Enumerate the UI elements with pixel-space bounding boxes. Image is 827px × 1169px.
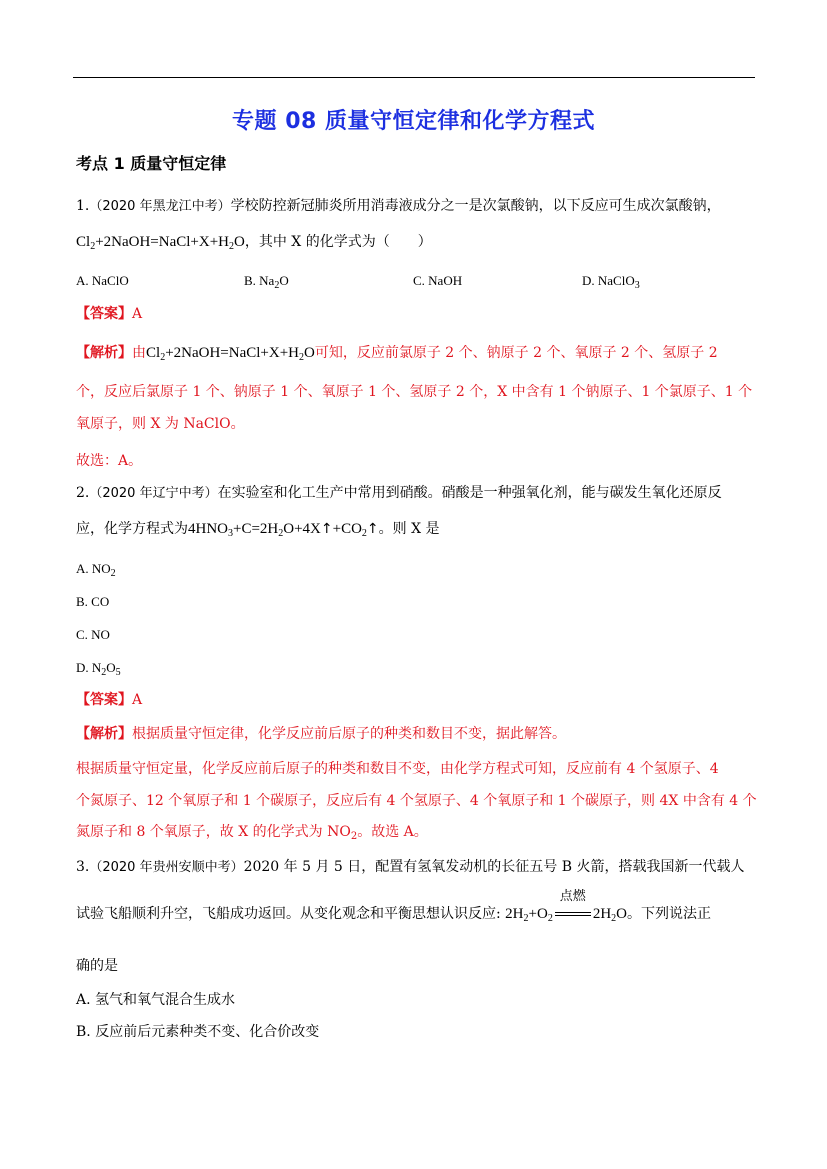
q2-analysis-2: 根据质量守恒定量，化学反应前后原子的种类和数目不变，由化学方程式可知，反应前有 4 个氢原子、4 bbox=[76, 761, 719, 777]
q1-analysis-1: 【解析】由$Cl_2+2NaOH=NaCl+X+H_2O$可知，反应前氯原子 2 个、钠原子 2 个、氧原子 2 个、氢原子 2 bbox=[76, 345, 718, 363]
q1-answer: 【答案】A bbox=[76, 306, 143, 322]
q3-reaction-line: 试验飞船顺利升空，飞船成功返回。从变化观念和平衡思想认识反应: $2H_2+O_2$ 点燃 $2H_2O$。下列说法正 bbox=[76, 889, 711, 924]
header-rule bbox=[73, 77, 755, 78]
page-title: 专题 08 质量守恒定律和化学方程式 bbox=[232, 109, 595, 134]
q3-stem-end: 确的是 bbox=[76, 958, 118, 974]
q1-option-b: B. $Na_2O$ bbox=[244, 273, 289, 291]
q1-source: （2020 年黑龙江中考） bbox=[89, 199, 231, 214]
q2-formula-line: 应，化学方程式为$4HNO_3+C=2H_2O+4X↑+CO_2↑$。则 X 是 bbox=[76, 521, 440, 539]
q1-analysis-3: 氧原子，则 X 为 NaClO。 bbox=[76, 416, 245, 432]
q1-text: 学校防控新冠肺炎所用消毒液成分之一是次氯酸钠，以下反应可生成次氯酸钠， bbox=[230, 198, 721, 214]
q1-formula-tail: ，其中 X 的化学式为（ ） bbox=[244, 234, 432, 250]
reaction-condition: 点燃 bbox=[553, 904, 593, 924]
q1-formula: $Cl_2+2NaOH=NaCl+X+H_2O$ bbox=[76, 234, 245, 252]
section-heading: 考点 1 质量守恒定律 bbox=[76, 154, 227, 173]
q3-option-b: B. 反应前后元素种类不变、化合价改变 bbox=[76, 1024, 320, 1040]
q2-option-b: B. CO bbox=[76, 594, 110, 609]
q2-answer: 【答案】A bbox=[76, 692, 143, 708]
q2-analysis-3: 个氮原子、12 个氧原子和 1 个碳原子，反应后有 4 个氢原子、4 个氧原子和 1 个碳原子，则 4X 中含有 4 个 bbox=[76, 793, 757, 809]
q1-option-a: A. NaClO bbox=[76, 273, 129, 288]
q2-analysis-4: 氮原子和 8 个氧原子，故 X 的化学式为 $NO_2$。故选 A。 bbox=[76, 824, 428, 842]
q1-option-d: D. NaClO$_3$ bbox=[582, 273, 640, 291]
q1-number: 1. bbox=[76, 198, 90, 214]
q1-formula-line bbox=[76, 232, 432, 252]
q1-analysis-2: 个，反应后氯原子 1 个、钠原子 1 个、氧原子 1 个、氢原子 2 个，X 中含有 1 个钠原子、1 个氯原子、1 个 bbox=[76, 384, 753, 400]
q2-stem: 2.（2020 年辽宁中考）在实验室和化工生产中常用到硝酸。硝酸是一种强氧化剂，能与碳发生氧化还原反 bbox=[76, 485, 722, 501]
q2-option-d: D. $N_2O_5$ bbox=[76, 660, 121, 678]
q2-analysis-1: 【解析】根据质量守恒定律，化学反应前后原子的种类和数目不变，据此解答。 bbox=[76, 726, 566, 742]
q1-option-c: C. NaOH bbox=[413, 273, 463, 288]
q2-option-a: A. $NO_2$ bbox=[76, 561, 116, 579]
q3-stem: 3.（2020 年贵州安顺中考）2020 年 5 月 5 日，配置有氢氧发动机的长征五号 B 火箭，搭载我国新一代载人 bbox=[76, 859, 745, 875]
q1-conclusion: 故选：A。 bbox=[76, 453, 143, 469]
q3-option-a: A. 氢气和氧气混合生成水 bbox=[76, 992, 236, 1008]
q1-stem bbox=[76, 196, 721, 217]
q2-option-c: C. NO bbox=[76, 627, 110, 642]
